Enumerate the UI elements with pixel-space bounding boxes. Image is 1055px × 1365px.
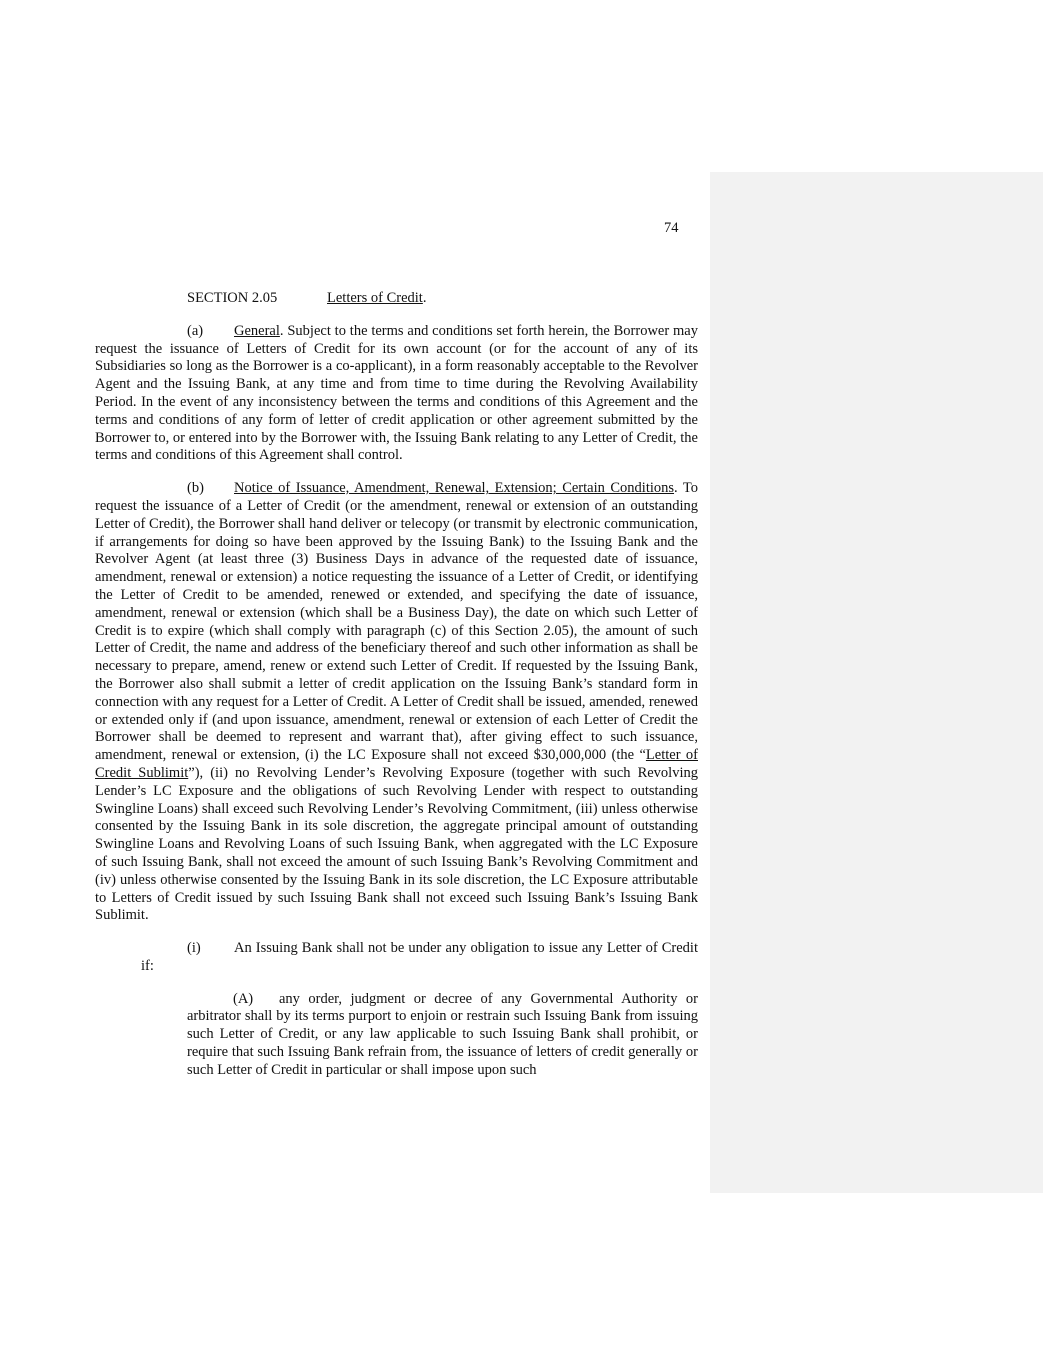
subparagraph-i-text: An Issuing Bank shall not be under any obligation to issue any Letter of Credit if: [141, 940, 698, 974]
defined-term-lc-sublimit: Letter of Credit Sublimit [95, 747, 698, 781]
paragraph-a-text: . Subject to the terms and conditions set forth herein, the Borrower may request the issuance of Letters of Credit for its own account (or for the account of any of its Subsidiaries so long as the Borrower is a co-applicant), in a form reasonably acceptable to the Revolver Agent and the Issuing Bank, at any time and from time to time during the Revolving Availability Period. In the event of any inconsistency between the terms and conditions of this Agreement and the terms and conditions of any form of letter of credit application or other agreement submitted by the Borrower to, or entered into by the Borrower with, the Issuing Bank relating to any Letter of Credit, the terms and conditions of this Agreement shall control. [95, 322, 698, 464]
paragraph-a-heading: General [234, 322, 280, 339]
paragraph-b [95, 480, 698, 925]
section-title-suffix: . [422, 290, 427, 306]
section-title: Letters of Credit [327, 290, 423, 306]
paragraph-a-label: (a) [187, 322, 204, 339]
clause-A-label: (A) [233, 990, 254, 1007]
document-body [95, 290, 698, 1080]
clause-A [187, 991, 698, 1080]
subparagraph-i [141, 940, 698, 976]
paragraph-a [95, 323, 698, 465]
page-number: 74 [664, 220, 679, 236]
comment-pane [710, 172, 1043, 1193]
clause-A-text: any order, judgment or decree of any Governmental Authority or arbitrator shall by its terms purport to enjoin or restrain such Issuing Bank from issuing such Letter of Credit, or any law applicable to such Issuing Bank shall prohibit, or require that such Issuing Bank refrain from, the issuance of letters of credit generally or such Letter of Credit in particular or shall impose upon such [187, 990, 698, 1078]
paragraph-b-label: (b) [187, 480, 204, 497]
subparagraph-i-label: (i) [187, 940, 201, 957]
paragraph-b-text-1: . To request the issuance of a Letter of Credit (or the amendment, renewal or extension of an outstanding Letter of Credit), the Borrower shall hand deliver or telecopy (or transmit by electronic communication, if arrangements for doing so have been approved by the Issuing Bank) to the Issuing Bank and the Revolver Agent (at least three (3) Business Days in advance of the requested date of issuance, amendment, renewal or extension) a notice requesting the issuance of a Letter of Credit, or identifying the Letter of Credit to be amended, renewed or extended, and specifying the date of issuance, amendment, renewal or extension (which shall be a Business Day), the date on which such Letter of Credit is to expire (which shall comply with paragraph (c) of this Section 2.05), the amount of such Letter of Credit, the name and address of the beneficiary thereof and such other information as shall be necessary to prepare, amend, renew or extend such Letter of Credit. If requested by the Issuing Bank, the Borrower also shall submit a letter of credit application on the Issuing Bank’s standard form in connection with any request for a Letter of Credit. A Letter of Credit shall be issued, amended, renewed or extended only if (and upon issuance, amendment, renewal or extension of each Letter of Credit the Borrower shall be deemed to represent and warrant that), after giving effect to such issuance, amendment, renewal or extension, (i) the LC Exposure shall not exceed $30,000,000 (the “ [95, 480, 698, 764]
paragraph-b-text-2: ”), (ii) no Revolving Lender’s Revolving Exposure (together with such Revolving Lender’s LC Exposure and the obligations of such Revolving Lender with respect to outstanding Swingline Loans) shall exceed such Revolving Lender’s Revolving Commitment, (iii) unless otherwise consented by the Issuing Bank in its sole discretion, the aggregate principal amount of outstanding Swingline Loans and Revolving Loans of such Issuing Bank, when aggregated with the LC Exposure of such Issuing Bank, shall not exceed the amount of such Issuing Bank’s Revolving Commitment and (iv) unless otherwise consented by the Issuing Bank in its sole discretion, the LC Exposure attributable to Letters of Credit issued by such Issuing Bank shall not exceed such Issuing Bank’s Issuing Bank Sublimit. [95, 764, 698, 924]
paragraph-b-heading: Notice of Issuance, Amendment, Renewal, Extension; Certain Conditions [234, 480, 675, 497]
section-number: SECTION 2.05 [187, 290, 278, 306]
section-heading [95, 290, 698, 308]
